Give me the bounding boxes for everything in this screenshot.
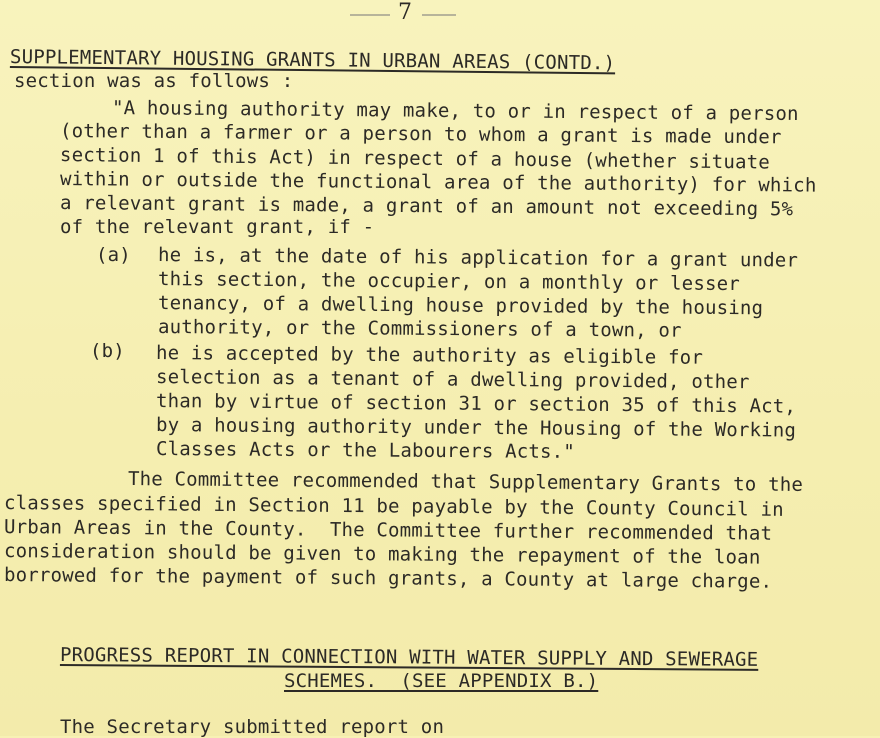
item-b-line: than by virtue of section 31 or section 35 of this Act, [155, 390, 797, 418]
section-heading-progress-report: PROGRESS REPORT IN CONNECTION WITH WATER SUPPLY AND SEWERAGE [59, 644, 759, 671]
page-number: 7 [398, 0, 412, 25]
section-heading-progress-report-line2: SCHEMES. (SEE APPENDIX B.) [284, 670, 599, 692]
item-b-line: Classes Acts or the Labourers Acts." [155, 438, 576, 463]
item-a-marker: (a) [96, 244, 131, 266]
section-heading-supplementary-housing: SUPPLEMENTARY HOUSING GRANTS IN URBAN AREAS (CONTD.) [9, 46, 616, 75]
intro-line: section was as follows : [14, 70, 294, 92]
item-b-line: by a housing authority under the Housing of the Working [155, 414, 797, 442]
item-a-line: tenancy, of a dwelling house provided by the housing [157, 292, 764, 320]
item-b-line: he is accepted by the authority as eligible for [155, 342, 704, 369]
recommendation-line: The Committee recommended that Supplementary Grants to the [127, 468, 804, 496]
quote-line: section 1 of this Act) in respect of a house (whether situate [59, 144, 771, 174]
item-a-line: he is, at the date of his application for a grant under [157, 244, 799, 272]
quote-line: a relevant grant is made, a grant of an amount not exceeding 5% [59, 192, 794, 221]
quote-line: of the relevant grant, if - [60, 216, 375, 238]
page-number-dash-left [350, 14, 390, 16]
recommendation-line: Urban Areas in the County. The Committee further recommended that [3, 516, 773, 545]
page-number-dash-right [422, 14, 456, 16]
closing-line: The Secretary submitted report on [60, 716, 445, 738]
item-a-line: this section, the occupier, on a monthly or lesser [157, 268, 741, 296]
recommendation-line: classes specified in Section 11 be payable by the County Council in [3, 492, 784, 521]
recommendation-line: consideration should be given to making the repayment of the loan [3, 540, 761, 569]
quote-line: within or outside the functional area of the authority) for which [59, 168, 817, 197]
item-a-line: authority, or the Commissioners of a town, or [157, 316, 682, 342]
quote-line: (other than a farmer or a person to whom a grant is made under [59, 120, 782, 149]
item-b-line: selection as a tenant of a dwelling provided, other [155, 366, 750, 394]
item-b-marker: (b) [90, 340, 125, 362]
recommendation-line: borrowed for the payment of such grants, a County at large charge. [3, 564, 773, 593]
quote-line: "A housing authority may make, to or in respect of a person [111, 97, 799, 125]
page-number-block [350, 2, 460, 28]
